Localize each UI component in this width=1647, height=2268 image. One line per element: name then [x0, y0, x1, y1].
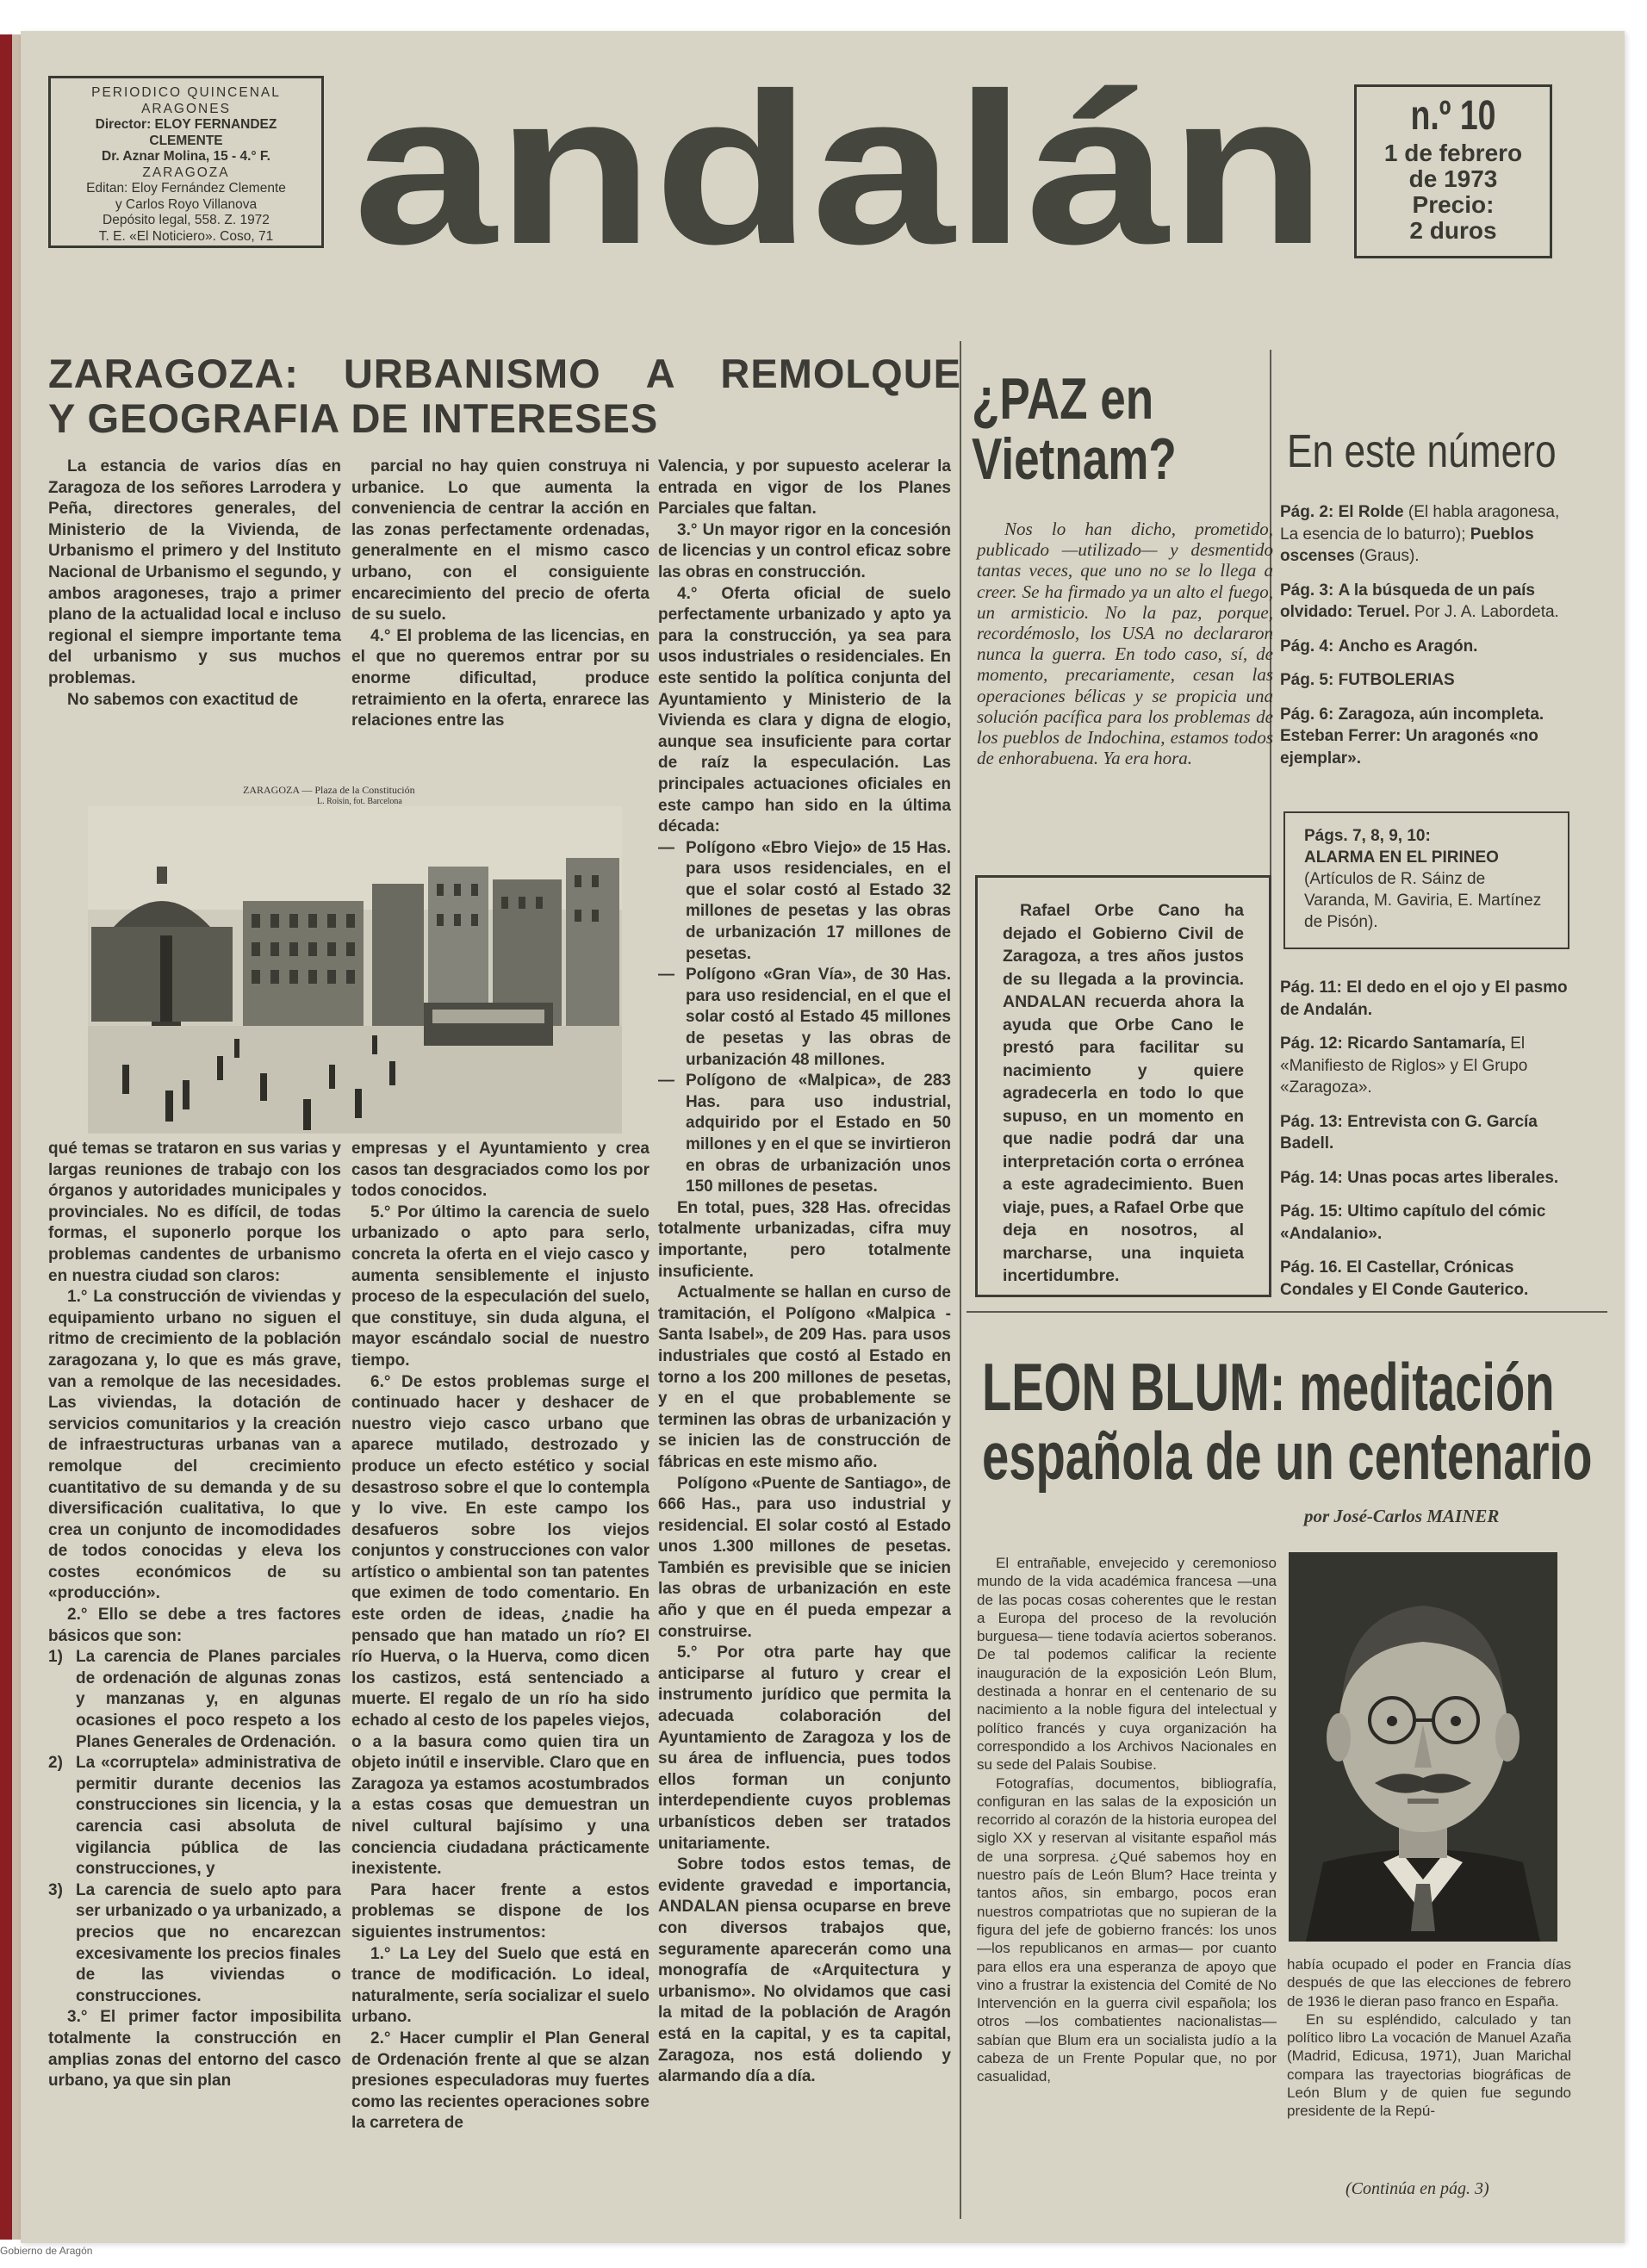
article-column-3 [658, 457, 951, 2088]
dash: — [658, 1072, 674, 1091]
paragraph: 4.° Oferta oficial de suelo perfectamente urbanizado y apto ya para la construcción, ya sea para usos industriales o residenciales. En este sentido la política conjunta del Ayuntamiento y Ministerio de la Vivienda es clara y digna de elogio, aunque sea insuficiente para cortar de raíz la especulación. Las principales actuaciones oficiales en este campo han sido en la última década: [658, 584, 951, 836]
list-text: Polígono «Gran Vía», de 30 Has. para uso residencial, en el que el solar costó al Estado 45 millones de pesetas y las obras de urbanización 48 millones. [686, 966, 951, 1069]
paragraph: 2.° Ello se debe a tres factores básicos que son: [48, 1606, 341, 1645]
newspaper-page [21, 31, 1625, 2243]
contents-title-bold: El dedo en el ojo y El pasmo de Andalán. [1280, 979, 1568, 1019]
paragraph: Valencia, y por supuesto acelerar la entrada en vigor de los Planes Parciales que faltan. [658, 457, 951, 519]
contents-item [1280, 1257, 1573, 1301]
info-line: ZARAGOZA [142, 165, 230, 180]
contents-title-bold: Zaragoza, aún incompleta. Esteban Ferrer: Un aragonés «no ejemplar». [1280, 705, 1544, 767]
contents-page: Pág. 16. [1280, 1258, 1342, 1277]
contents-title-bold: Ricardo Santamaría, [1347, 1035, 1506, 1053]
blum-headline-line2: española de un centenario [982, 1418, 1593, 1494]
logo-text: andalán [353, 76, 1327, 257]
list-number: 2) [48, 1754, 63, 1773]
paragraph: No sabemos con exactitud de [67, 690, 299, 709]
paragraph: 1.° La Ley del Suelo que está en trance de modificación. Lo ideal, naturalmente, sería socializar el suelo urbano. [351, 1944, 649, 2027]
paragraph: Actualmente se hallan en curso de tramitación, el Polígono «Malpica - Santa Isabel», de 209 Has. para usos industriales que costó al Estado en torno a los 200 millones de pesetas, y en el que probablemente se terminen las obras de urbanización y se inicien las de construcción de fábricas en este mismo año. [658, 1283, 951, 1471]
contents-page: Pág. 6: [1280, 705, 1334, 724]
andalan-logo [341, 76, 1339, 257]
binding-strip [0, 34, 12, 2240]
contents-page: Pág. 14: [1280, 1168, 1343, 1187]
info-line: PERIODICO QUINCENAL [91, 85, 281, 100]
paragraph: 3.° Un mayor rigor en la concesión de licencias y un control eficaz sobre las obras en construcción. [658, 520, 951, 581]
contents-detail: (Graus). [1358, 547, 1420, 565]
paragraph: Sobre todos estos temas, de evidente gravedad e importancia, ANDALAN piensa ocuparse en breve con diversos trabajos que, seguramente aparecerán como una monografía de «Arquitectura y urbanismo». No olvidamos que casi la mitad de la población de Aragón está en la capital, y es ta capital, Zaragoza, nos está doliendo y alarmando día a día. [658, 1855, 951, 2086]
issue-number: n.º 10 [1410, 93, 1496, 139]
pirineo-pages: Págs. 7, 8, 9, 10: [1304, 827, 1431, 845]
plaza-photo [88, 806, 622, 1134]
contents-title-bold: Entrevista con G. García Badell. [1280, 1112, 1538, 1153]
paragraph: Polígono «Puente de Santiago», de 666 Has., para uso industrial y residencial. El solar costó al Estado unos 1.300 millones de pesetas. También es previsible que se inicien las obras de urbanización en este año y que en él pueda empezar a construirse. [658, 1474, 951, 1641]
issue-price-label: Precio: [1412, 191, 1495, 218]
headline-word: ZARAGOZA: [48, 351, 299, 396]
contents-title-bold: Unas pocas artes liberales. [1347, 1168, 1559, 1187]
article-column-1-bottom [48, 1139, 341, 2092]
article-column-2-bottom [351, 1139, 649, 2134]
headline-line2: Y GEOGRAFIA DE INTERESES [48, 395, 659, 441]
blum-headline [982, 1349, 1593, 1494]
info-line: T. E. «El Noticiero». Coso, 71 [98, 228, 274, 244]
contents-page: Pág. 2: [1280, 503, 1334, 521]
contents-item [1280, 580, 1573, 624]
contents-title-bold: Ultimo capítulo del cómic «Andalanio». [1280, 1202, 1546, 1243]
list-item [48, 1753, 341, 1880]
paragraph: El entrañable, envejecido y ceremonioso mundo de la vida académica francesa —una de las pocas cosas coherentes que le restan a Europa del proceso de la revolución burguesa— tiene todavía aciertos soberanos. De tal podemos calificar la reciente inauguración de la exposición León Blum, destinada a honrar en el centenario de su nacimiento a la noble figura del intelectual y político francés y cuya organización ha correspondido a los Archivos Nacionales en su sede del Palais Soubise. [977, 1555, 1277, 1774]
list-item [658, 838, 951, 966]
contents-item [1280, 1201, 1573, 1245]
issue-price-value: 2 duros [1409, 217, 1497, 244]
issue-box [1354, 84, 1552, 258]
paragraph: 5.° Por último la carencia de suelo urbanizado o apto para serlo, concreta la oferta en el viejo casco y aumenta sensiblemente el injusto proceso de la especulación del suelo, que constituye, sin duda alguna, el mayor escándalo social de nuestro tiempo. [351, 1202, 649, 1370]
leon-blum-portrait [1289, 1552, 1557, 1942]
paragraph: 5.° Por otra parte hay que anticiparse al futuro y crear el instrumento jurídico que permita la adecuada colaboración del Ayuntamiento de Zaragoza y los de su área de influencia, pues todos ellos forman un conjunto interdependiente cuyos problemas urbanísticos deben ser tratados unitariamente. [658, 1644, 951, 1853]
list-number: 3) [48, 1880, 63, 1899]
paragraph: parcial no hay quien construya ni urbanice. Lo que aumenta la conveniencia de centrar la acción en las zonas perfectamente ordenadas, generalmente en el mismo casco urbano, con el consiguiente encarecimiento del precio de oferta de su suelo. [351, 457, 649, 624]
contents-item [1280, 1111, 1573, 1155]
blum-column-1 [977, 1554, 1277, 2086]
headline-word: URBANISMO [343, 351, 601, 396]
list-item [48, 1880, 341, 2008]
contents-page: Pág. 13: [1280, 1112, 1343, 1131]
contents-title-bold: Ancho es Aragón. [1338, 637, 1478, 656]
contents-item [1280, 704, 1573, 770]
contents-page: Pág. 12: [1280, 1035, 1343, 1053]
binding-edge [12, 34, 21, 2240]
contents-page: Pág. 3: [1280, 581, 1334, 600]
list-item [658, 965, 951, 1071]
pirineo-title: ALARMA EN EL PIRINEO [1304, 848, 1499, 867]
list-item [658, 1071, 951, 1198]
continued-note: (Continúa en pág. 3) [1346, 2179, 1489, 2198]
list-text: Polígono de «Malpica», de 283 Has. para uso industrial, adquirido por el Estado en 50 millones y en el que se invirtieron en obras de urbanización unos 150 millones de pesetas. [686, 1072, 951, 1196]
paragraph: Para hacer frente a estos problemas se dispone de los siguientes instrumentos: [351, 1880, 649, 1942]
dash: — [658, 966, 674, 985]
info-line: Director: ELOY FERNANDEZ [95, 117, 277, 132]
main-headline [48, 351, 961, 441]
column-rule [960, 341, 961, 2219]
contents-detail: El «Manifiesto de Riglos» y El Grupo «Zaragoza». [1280, 1035, 1528, 1097]
contents-list-top [1280, 501, 1573, 781]
photo-caption-title: ZARAGOZA — Plaza de la Constitución [243, 784, 415, 796]
footer-credit: Gobierno de Aragón [0, 2245, 93, 2257]
pirineo-box [1283, 811, 1569, 949]
paragraph: En total, pues, 328 Has. ofrecidas totalmente urbanizadas, cifra muy importante, pero totalmente insuficiente. [658, 1198, 951, 1281]
paragraph: qué temas se trataron en sus varias y largas reuniones de trabajo con los órganos y autoridades municipales y provinciales. No es difícil, de todas formas, el suponerlo porque los problemas candentes de urbanismo en nuestra ciudad son claros: [48, 1140, 341, 1285]
contents-page: Pág. 4: [1280, 637, 1334, 656]
paragraph: 1.° La construcción de viviendas y equipamiento urbano no siguen el ritmo de crecimiento de la población zaragozana y, lo que es más grave, van a remolque de las necesidades. Las viviendas, la dotación de servicios comunitarios y la creación de infraestructuras urbanas van a remolque del crecimiento cuantitativo de su demanda y de su diversificación cualitativa, lo que crea un conjunto de incomodidades de todos conocidas y eleva los costes económicos de su «producción». [48, 1288, 341, 1603]
dash: — [658, 838, 674, 857]
article-column-2-top [351, 457, 649, 732]
contents-page: Pág. 15: [1280, 1202, 1343, 1221]
list-text: Polígono «Ebro Viejo» de 15 Has. para usos residenciales, en el que el solar costó al Estado 32 millones de pesetas y las obras de urbanización 17 millones de pesetas. [686, 838, 951, 963]
info-line: Depósito legal, 558. Z. 1972 [103, 213, 270, 227]
paragraph: 3.° El primer factor imposibilita totalmente la construcción en amplias zonas del entorno del casco urbano, ya que sin plan [48, 2008, 341, 2091]
contents-item [1280, 977, 1573, 1021]
paragraph: En su espléndido, calculado y tan político libro La vocación de Manuel Azaña (Madrid, Edicusa, 1971), Juan Marichal compara las trayectorias biográficas de León Blum y de quien fue segundo presidente de la Repú- [1287, 2010, 1571, 2120]
photo-caption-credit: L. Roisin, fot. Barcelona [317, 797, 402, 806]
list-item [48, 1647, 341, 1753]
pirineo-detail: (Artículos de R. Sáinz de Varanda, M. Gaviria, E. Martínez de Pisón). [1304, 870, 1542, 931]
paragraph: empresas y el Ayuntamiento y crea casos tan desgraciados como los por todos conocidos. [351, 1140, 649, 1201]
blum-headline-line1: LEON BLUM: meditación [982, 1349, 1555, 1425]
contents-item [1280, 669, 1573, 692]
blum-byline: por José-Carlos MAINER [1304, 1506, 1500, 1526]
list-text: La carencia de Planes parciales de ordenación de algunas zonas y manzanas y, en algunas ocasiones el poco respeto a los Planes Generales de Ordenación. [76, 1648, 341, 1751]
issue-date-line2: de 1973 [1408, 165, 1498, 192]
photo-caption [243, 784, 501, 806]
blum-column-2 [1287, 1955, 1571, 2121]
info-line: y Carlos Royo Villanova [115, 196, 258, 212]
contents-page: Pág. 11: [1280, 979, 1342, 997]
contents-detail: Por J. A. Labordeta. [1414, 603, 1559, 621]
orbe-note-text: Rafael Orbe Cano ha dejado el Gobierno Civil de Zaragoza, a tres años justos de su llegada a la provincia. ANDALAN recuerda ahora la ayuda que Orbe Cano le prestó para facilitar su nacimiento y quiere agradecerla en todo lo que supuso, en un momento en que nadie podrá dar una interpretación corta o errónea a este agradecimiento. Buen viaje, pues, a Rafael Orbe que deja en nosotros, al marcharse, una inquieta incertidumbre. [1003, 901, 1244, 1285]
list-number: 1) [48, 1648, 63, 1667]
contents-title-bold: A la búsqueda de un país olvidado: Teruel. [1280, 581, 1535, 621]
contents-item [1280, 1167, 1573, 1190]
paragraph: había ocupado el poder en Francia días después de que las elecciones de febrero de 1936 le dieran paso franco en España. [1287, 1956, 1571, 2010]
contents-item [1280, 501, 1573, 568]
contents-item [1280, 1033, 1573, 1099]
contents-title-bold: FUTBOLERIAS [1338, 671, 1455, 689]
contents-list-bottom [1280, 977, 1573, 1313]
vietnam-headline-line1: ¿PAZ en [972, 366, 1154, 432]
contents-title-bold: El Rolde [1338, 503, 1404, 521]
paragraph: 4.° El problema de las licencias, en el que no queremos entrar por su enorme dificultad, produce retraimiento en la oferta, enrarece las relaciones entre las [351, 626, 649, 730]
paragraph: 2.° Hacer cumplir el Plan General de Ordenación frente al que se alzan presiones especuladoras muy fuertes como las recientes operaciones sobre la carretera de [351, 2029, 649, 2133]
contents-page: Pág. 5: [1280, 671, 1334, 689]
info-line: Editan: Eloy Fernández Clemente [86, 181, 286, 196]
paragraph: La estancia de varios días en Zaragoza de los señores Larrodera y Peña, directores generales, del Ministerio de la Vivienda, de Urbanismo el primero y del Instituto Nacional de Urbanismo el segundo, y ambos aragoneses, trajo a primer plano de la actualidad local e incluso regional el siempre importante tema del urbanismo y sus muchos problemas. [48, 457, 341, 687]
contents-title: En este número [1287, 426, 1557, 477]
paragraph: 6.° De estos problemas surge el continuado hacer y deshacer de nuestro viejo casco urbano que aparece mutilado, destrozado y produce un efecto estético y social desastroso sobre el que lo contempla y lo vive. En este campo los desafueros sobre los viejos conjuntos y construcciones con valor artístico o ambiental son tan patentes que eximen de todo comentario. En este orden de ideas, ¿nadie ha pensado que han matado un río? El río Huerva, o la Huerva, como dicen los castizos, está sentenciado a muerte. El regalo de un río ha sido echado al cesto de los papeles viejos, o a la basura como quien tira un objeto inútil e inservible. Claro que en Zaragoza ya estamos acostumbrados a estas cosas que demuestran un nivel cultural bajísimo y una conciencia ciudadana prácticamente inexistente. [351, 1372, 649, 1879]
list-text: La «corruptela» administrativa de permitir durante decenios las construcciones sin licencia, y la carencia casi absoluta de vigilancia pública de las construcciones, y [76, 1754, 341, 1879]
vietnam-headline-line2: Vietnam? [972, 426, 1177, 492]
vietnam-text: Nos lo han dicho, prometido, publicado —utilizado— y desmentido tantas veces, que uno no se lo llega a creer. Se ha firmado ya un alto el fuego, un armisticio. No la paz, porque, recordémoslo, los USA no declararon nunca la guerra. En todo caso, sí, de momento, precariamente, cesan las operaciones bélicas y se propicia una solución pacífica para los problemas de los pueblos de Indochina, estamos todos de enhorabuena. Ya era hora. [977, 519, 1273, 769]
contents-detail: (El habla aragonesa, La esencia de lo baturro); [1280, 503, 1560, 544]
paragraph: Fotografías, documentos, bibliografía, configuran en las salas de la exposición un recorrido al corazón de la historia europea del siglo XX y reservan al visitante español más de una sorpresa. ¿Qué sabemos hoy en nuestro país de León Blum? Hace treinta y tantos años, sin embargo, pocos eran nuestros compatriotas que no supieran de la figura del jefe de gobierno francés: los unos —los republicanos en armas— por cuanto para ellos era una esperanza de apoyo que vino a frustrar la existencia del Comité de No Intervención en la guerra civil española; los otros —los combatientes nacionalistas— sabían que Blum era un socialista judío a la cabeza de un Frente Popular que, no por casualidad, [977, 1774, 1277, 2085]
headline-word: REMOLQUE [720, 351, 961, 396]
info-line: CLEMENTE [149, 133, 223, 148]
headline-word: A [645, 351, 676, 396]
issue-date-line1: 1 de febrero [1383, 140, 1523, 166]
list-text: La carencia de suelo apto para ser urbanizado o ya urbanizado, a precios que no encarezcan excesivamente los precios finales de las viviendas o construcciones. [76, 1880, 341, 2005]
contents-title-bold: El Castellar, Crónicas Condales y El Conde Gauterico. [1280, 1258, 1529, 1299]
contents-item [1280, 636, 1573, 658]
article-column-1-top [48, 457, 341, 711]
vietnam-headline [972, 366, 1200, 492]
contents-title-bold: Pueblos oscenses [1280, 525, 1534, 565]
publisher-info-box [48, 76, 324, 248]
info-line: Dr. Aznar Molina, 15 - 4.° F. [102, 149, 270, 164]
info-line: ARAGONES [141, 101, 231, 116]
